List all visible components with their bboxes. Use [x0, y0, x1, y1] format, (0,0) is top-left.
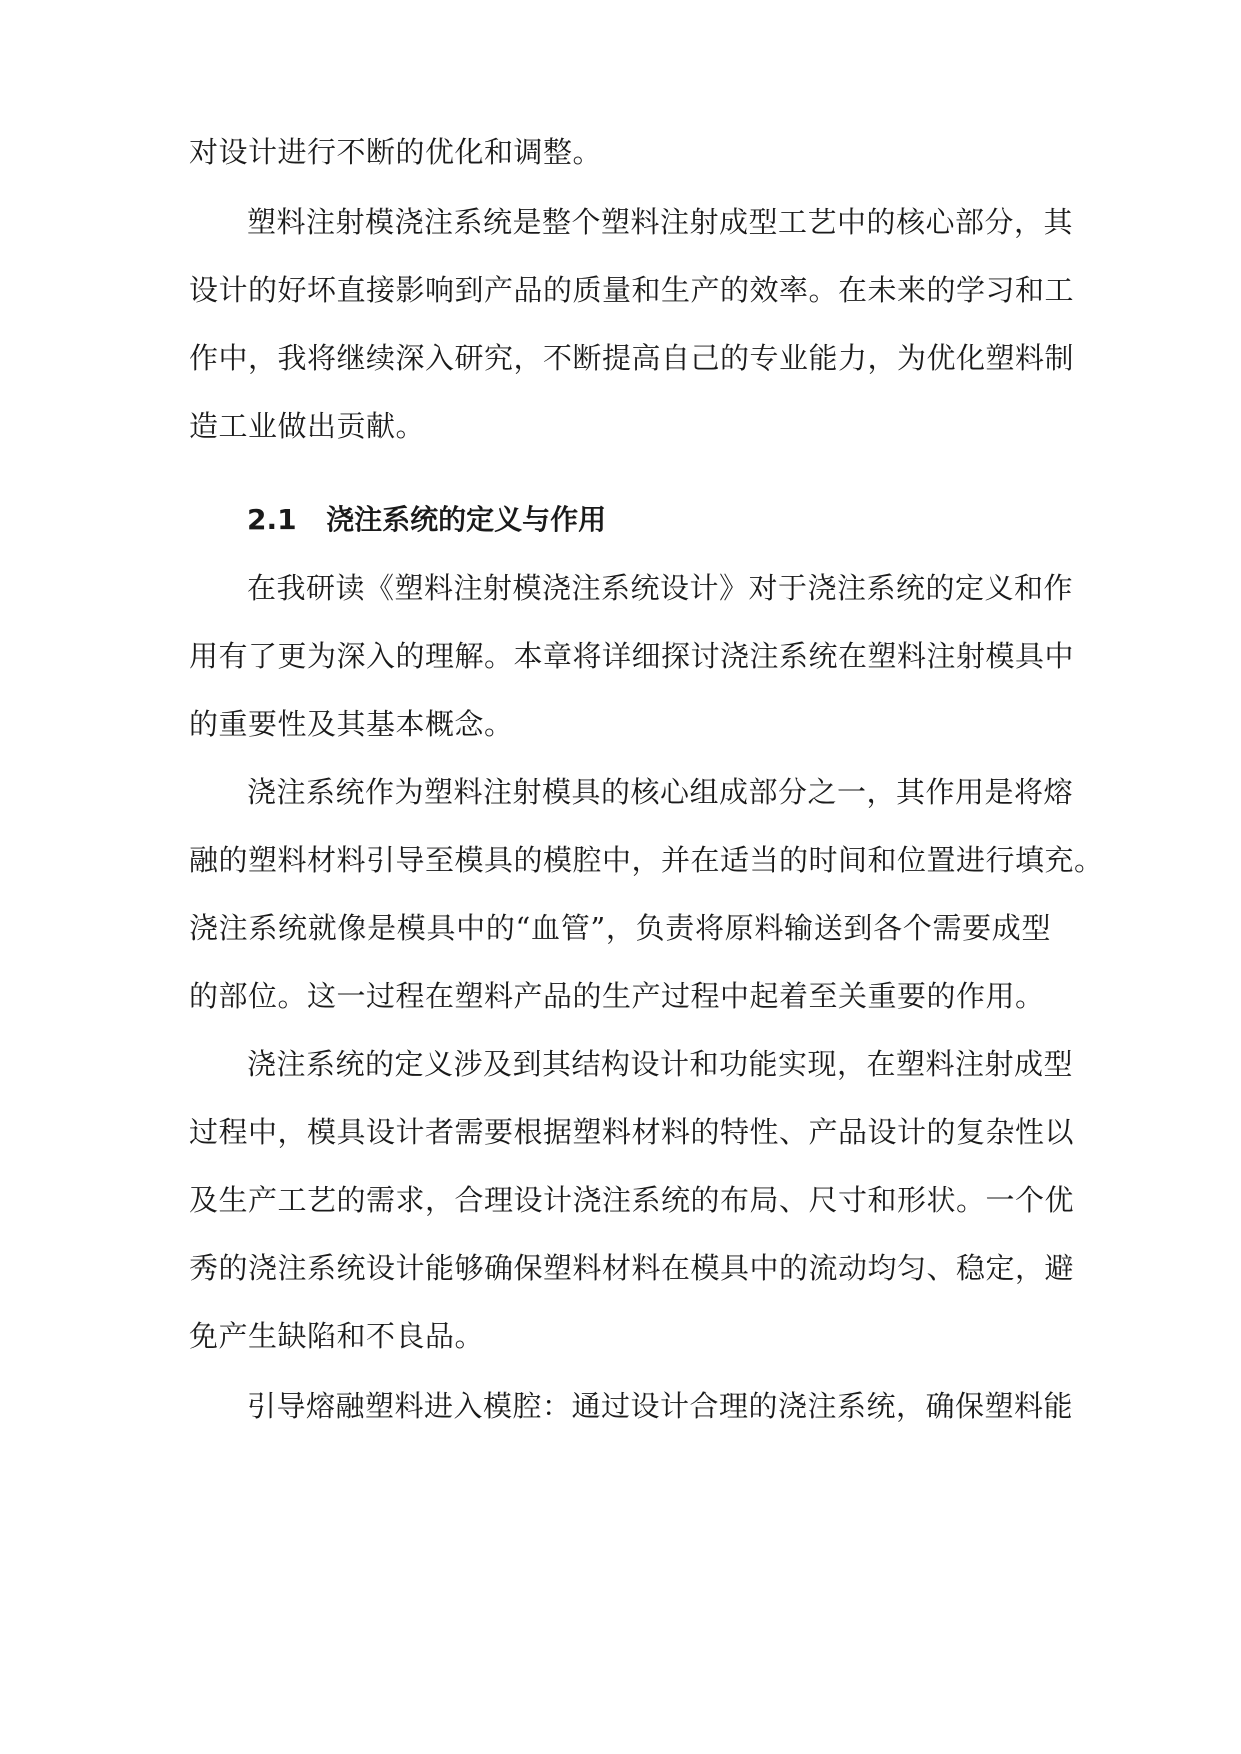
- paragraph-line: 作中，我将继续深入研究，不断提高自己的专业能力，为优化塑料制: [189, 341, 1075, 375]
- paragraph-line: 用有了更为深入的理解。本章将详细探讨浇注系统在塑料注射模具中: [189, 639, 1075, 673]
- section-title: 浇注系统的定义与作用: [326, 503, 607, 536]
- paragraph-line: 引导熔融塑料进入模腔：通过设计合理的浇注系统，确保塑料能: [247, 1389, 1074, 1423]
- paragraph-line: 免产生缺陷和不良品。: [189, 1319, 485, 1353]
- paragraph-line: 的重要性及其基本概念。: [189, 707, 514, 741]
- paragraph-line: 对设计进行不断的优化和调整。: [189, 135, 603, 169]
- paragraph-line: 造工业做出贡献。: [189, 409, 426, 443]
- paragraph-line: 秀的浇注系统设计能够确保塑料材料在模具中的流动均匀、稳定，避: [189, 1251, 1075, 1285]
- paragraph-line: 浇注系统的定义涉及到其结构设计和功能实现，在塑料注射成型: [247, 1047, 1074, 1081]
- section-number: 2.1: [247, 503, 297, 536]
- paragraph-line: 的部位。这一过程在塑料产品的生产过程中起着至关重要的作用。: [189, 979, 1045, 1013]
- paragraph-line: 过程中，模具设计者需要根据塑料材料的特性、产品设计的复杂性以: [189, 1115, 1075, 1149]
- paragraph-line: 浇注系统就像是模具中的“血管”，负责将原料输送到各个需要成型: [189, 911, 1051, 945]
- paragraph-line: 塑料注射模浇注系统是整个塑料注射成型工艺中的核心部分，其: [247, 205, 1074, 239]
- paragraph-line: 设计的好坏直接影响到产品的质量和生产的效率。在未来的学习和工: [189, 273, 1075, 307]
- section-heading: [247, 500, 606, 540]
- paragraph-line: 浇注系统作为塑料注射模具的核心组成部分之一，其作用是将熔: [247, 775, 1074, 809]
- paragraph-line: 及生产工艺的需求，合理设计浇注系统的布局、尺寸和形状。一个优: [189, 1183, 1075, 1217]
- paragraph-line: 在我研读《塑料注射模浇注系统设计》对于浇注系统的定义和作: [247, 571, 1074, 605]
- paragraph-line: 融的塑料材料引导至模具的模腔中，并在适当的时间和位置进行填充。: [189, 843, 1104, 877]
